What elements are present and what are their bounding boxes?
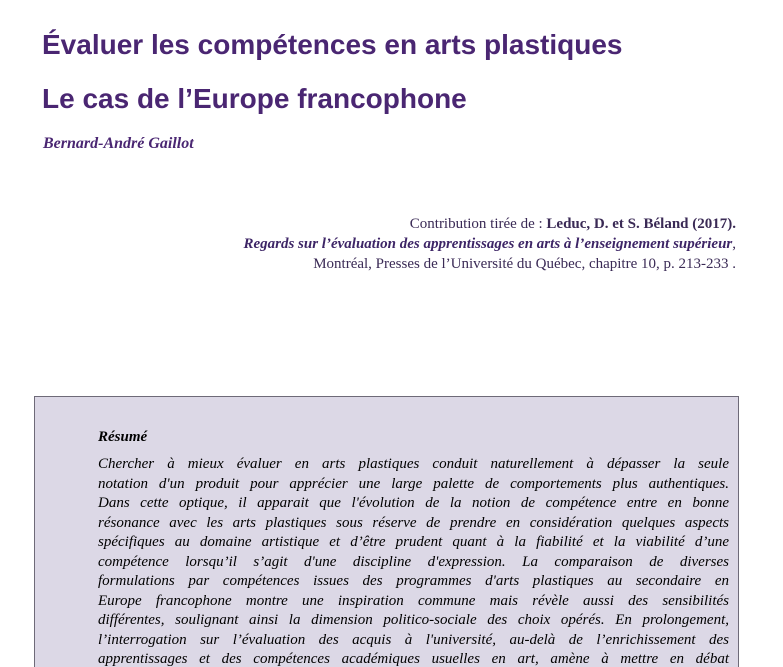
abstract-line: Chercher à mieux évaluer en arts plastiques conduit naturellement à dépasser la seule xyxy=(98,456,729,472)
abstract-line: compétence lorsqu’il s’agit d'une discipline d'expression. La comparaison de diverses xyxy=(98,553,729,570)
title-line-2: Le cas de l’Europe francophone xyxy=(42,83,467,114)
citation-book-title-suffix: , xyxy=(732,236,736,252)
citation-publisher: Montréal, Presses de l’Université du Québec, chapitre 10, p. 213-233 . xyxy=(313,256,736,272)
citation-line-2 xyxy=(243,234,736,254)
abstract-line: formulations par compétences issues des programmes d'arts plastiques au secondaire en xyxy=(98,573,729,589)
abstract-line: différentes, soulignant ainsi la dimension politico-sociale des choix opérés. En prolongement, xyxy=(98,612,729,628)
abstract-line: l’interrogation sur l’évaluation des acquis à l'université, au-delà de l’enrichissement des xyxy=(98,631,729,648)
citation-block xyxy=(243,214,736,274)
title-line-1: Évaluer les compétences en arts plastiques xyxy=(42,29,623,60)
citation-line-1 xyxy=(243,214,736,234)
citation-reference: Leduc, D. et S. Béland (2017). xyxy=(546,216,736,232)
abstract-line: Europe francophone montre une inspiration commune mais révèle aussi des sensibilités xyxy=(98,592,729,609)
abstract-box xyxy=(34,396,739,667)
abstract-line: résonance avec les arts plastiques sous réserve de prendre en considération quelques aspects xyxy=(98,514,729,531)
abstract-body xyxy=(98,455,729,667)
abstract-line: spécifiques au domaine artistique et d’être prudent quant à la fiabilité et la viabilité d’une xyxy=(98,534,729,550)
abstract-line: Dans cette optique, il apparait que l'évolution de la notion de compétence entre en bonne xyxy=(98,495,729,511)
author-name: Bernard-André Gaillot xyxy=(43,135,194,152)
citation-book-title: Regards sur l’évaluation des apprentissages en arts à l’enseignement supérieur xyxy=(243,236,733,252)
abstract-heading: Résumé xyxy=(98,429,148,445)
citation-prefix: Contribution tirée de : xyxy=(409,216,547,232)
abstract-line: notation d'un produit pour apprécier une large palette de comportements plus authentiques. xyxy=(98,475,729,492)
abstract-line: apprentissages et des compétences académiques usuelles en art, amène à mettre en débat xyxy=(98,651,729,667)
